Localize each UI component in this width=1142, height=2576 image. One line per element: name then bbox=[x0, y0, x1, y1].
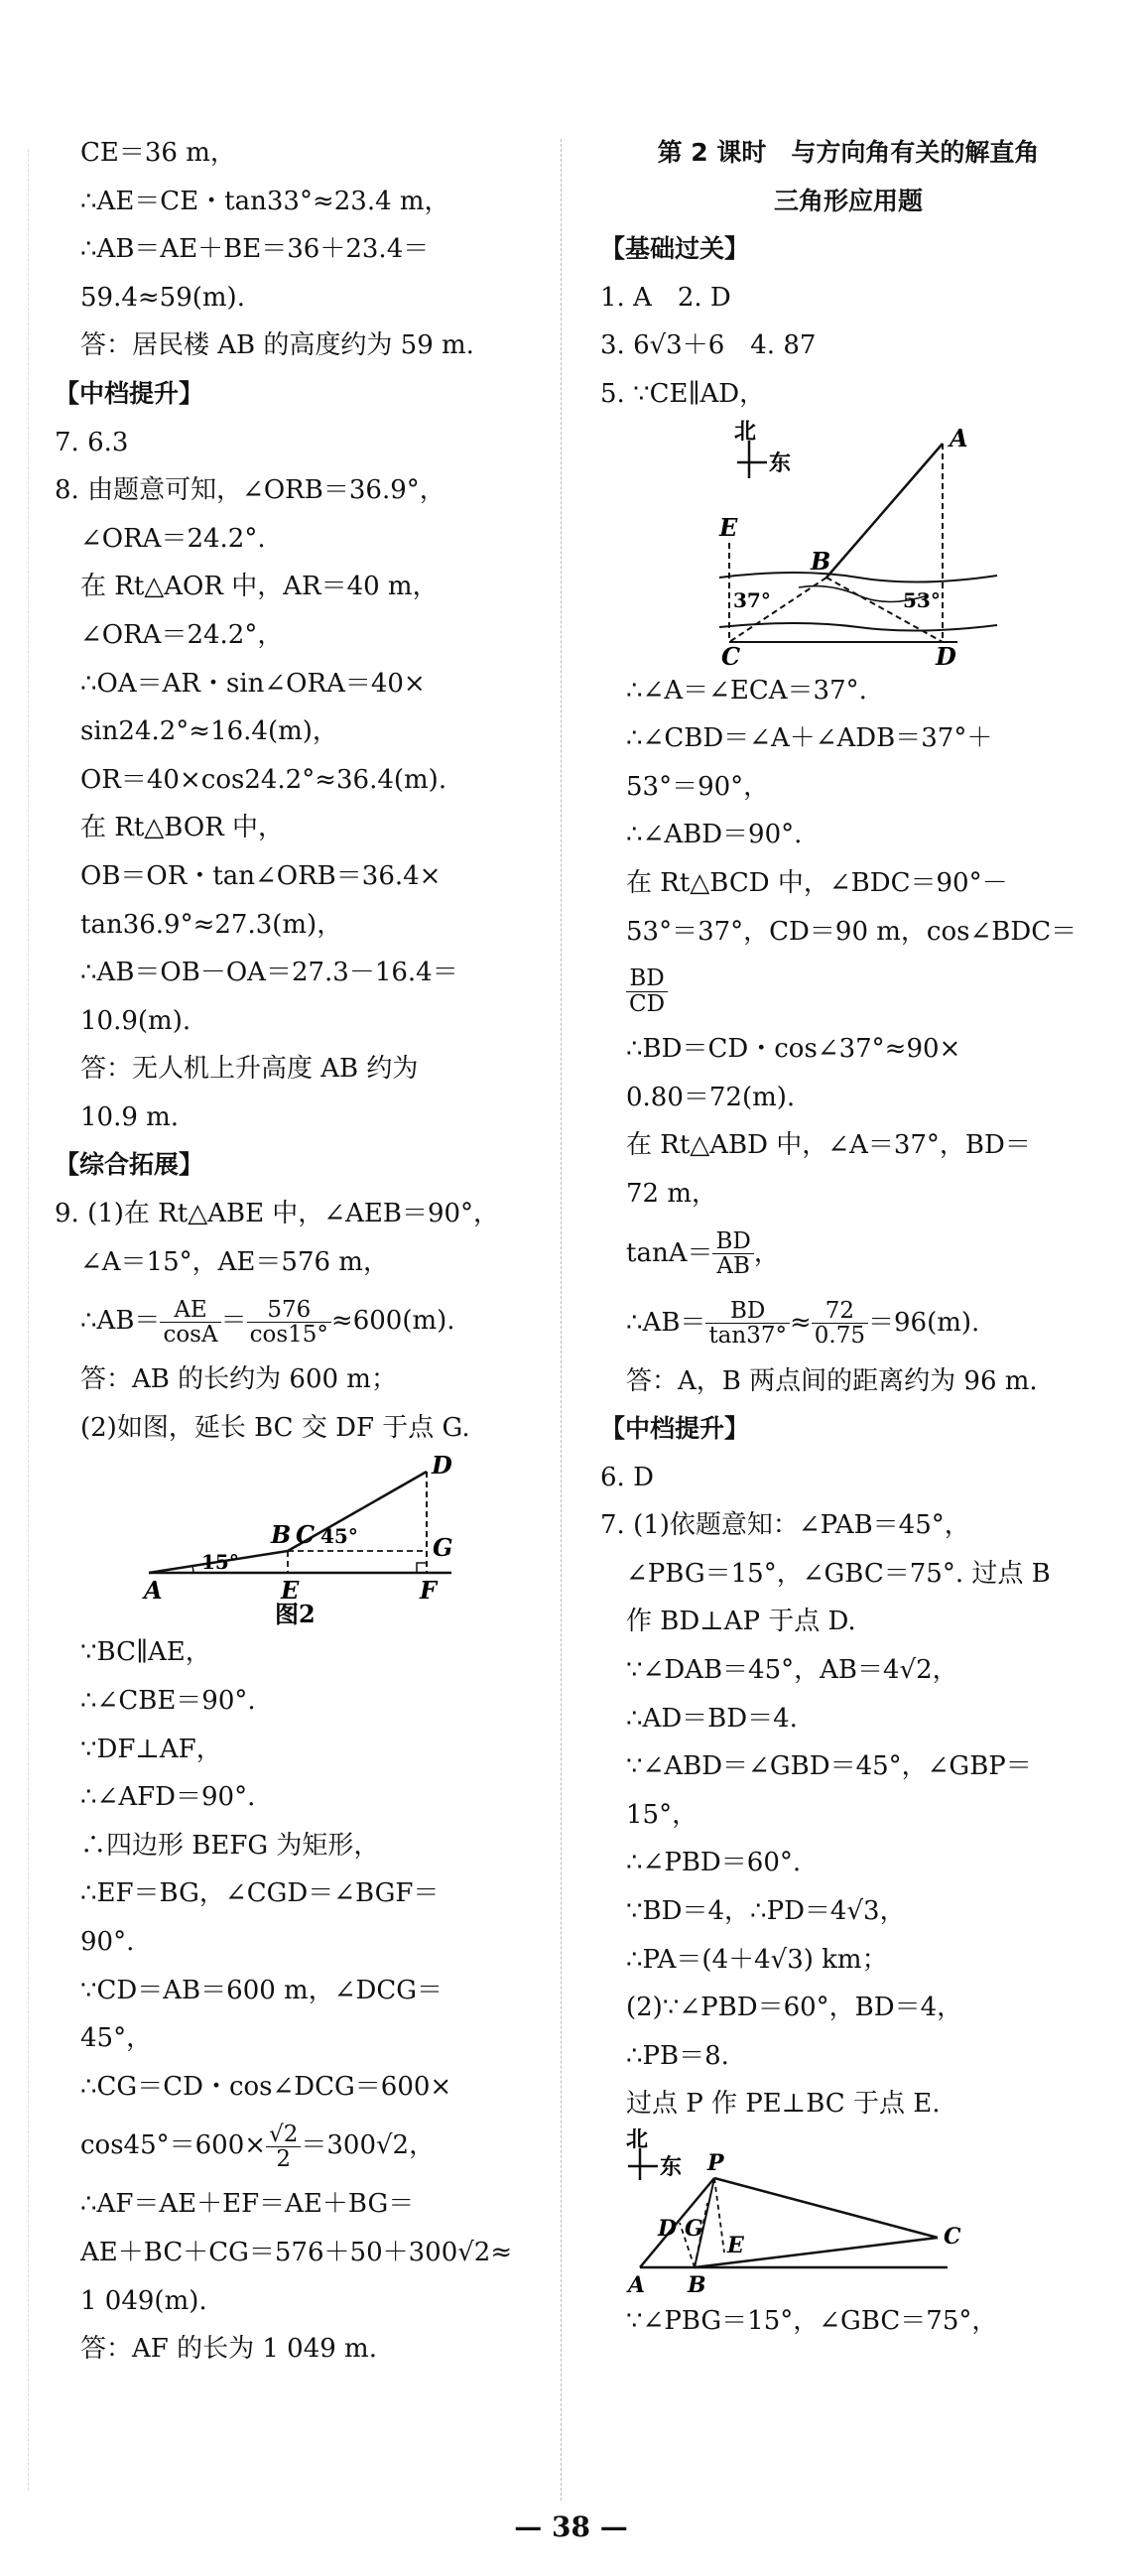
text-line: CE＝36 m， bbox=[80, 138, 236, 168]
text-line: 53°＝37°，CD＝90 m，cos∠BDC＝ bbox=[626, 916, 1078, 947]
text-line: 在 Rt△BCD 中，∠BDC＝90°－ bbox=[626, 867, 1008, 898]
right-lines-2 bbox=[600, 667, 1096, 957]
section-title-1: 第 2 课时 与方向角有关的解直角 bbox=[657, 138, 1040, 167]
left-lines-1 bbox=[55, 129, 541, 1286]
equation-ab-tan bbox=[600, 1288, 1096, 1357]
fraction: $\frac{72}{0.75}$ bbox=[812, 1299, 868, 1348]
label-A: A bbox=[144, 1576, 163, 1606]
section-heading: 【基础过关】 bbox=[600, 234, 750, 264]
text-line: ∴AD＝BD＝4. bbox=[626, 1703, 798, 1734]
text-line: 10.9(m). bbox=[80, 1005, 191, 1036]
text-line: 过点 P 作 PE⊥BC 于点 E. bbox=[626, 2089, 941, 2120]
label-F: F bbox=[420, 1576, 438, 1606]
text-line: 5. ∵CE∥AD， bbox=[600, 378, 766, 409]
section-heading: 【综合拓展】 bbox=[55, 1150, 204, 1180]
east-label: 东 bbox=[660, 2154, 683, 2180]
text-line: ∵∠ABD＝∠GBD＝45°，∠GBP＝ bbox=[626, 1751, 1032, 1782]
equation-cos45 bbox=[55, 2111, 541, 2180]
text-line: 45°， bbox=[80, 2023, 153, 2054]
label-D: D bbox=[432, 1452, 452, 1481]
text-line: ∴BD＝CD・cos∠37°≈90× bbox=[626, 1034, 961, 1065]
eq-post: ≈600(m). bbox=[330, 1306, 455, 1337]
text-line: 15°， bbox=[626, 1799, 698, 1830]
fraction: $\frac{576}{\cos 15^\circ}$ bbox=[247, 1298, 331, 1347]
text-line: ∴∠AFD＝90°. bbox=[80, 1782, 256, 1813]
eq-post: ， bbox=[753, 1237, 780, 1268]
figure-5 bbox=[600, 419, 1096, 667]
text-line: 在 Rt△BOR 中， bbox=[80, 813, 285, 843]
text-line: ∴AB＝AE＋BE＝36＋23.4＝ bbox=[80, 234, 430, 265]
text-line: ∵∠PBG＝15°，∠GBC＝75°， bbox=[626, 2306, 998, 2336]
eq-post: ＝96(m). bbox=[868, 1307, 980, 1338]
text-line: AE＋BC＋CG＝576＋50＋300√2≈ bbox=[80, 2237, 513, 2267]
text-line: ∴∠CBD＝∠A＋∠ADB＝37°＋ bbox=[626, 723, 993, 754]
label-G: G bbox=[685, 2216, 703, 2242]
text-line: 答：A，B 两点间的距离约为 96 m. bbox=[626, 1365, 1038, 1396]
text-line: 8. 由题意可知，∠ORB＝36.9°， bbox=[55, 475, 445, 506]
column-divider bbox=[561, 139, 562, 2501]
text-line: ∴AE＝CE・tan33°≈23.4 m， bbox=[80, 186, 450, 216]
text-line: 72 m， bbox=[626, 1178, 718, 1209]
figure-5-diagram bbox=[600, 419, 1096, 667]
label-C: C bbox=[296, 1520, 316, 1550]
eq-pre: tanA＝ bbox=[626, 1237, 713, 1268]
text-line: 3. 6√3＋6 4. 87 bbox=[600, 330, 817, 361]
figure-7 bbox=[600, 2128, 1096, 2297]
label-E: E bbox=[719, 512, 738, 542]
fraction: $\frac{BD}{CD}$ bbox=[626, 966, 668, 1015]
text-line: (2)∵∠PBD＝60°，BD＝4， bbox=[626, 1993, 963, 2023]
label-B: B bbox=[688, 2272, 706, 2297]
text-line: tan36.9°≈27.3(m)， bbox=[80, 909, 343, 940]
label-E: E bbox=[727, 2233, 744, 2258]
label-C: C bbox=[721, 641, 741, 667]
label-B: B bbox=[811, 546, 831, 576]
text-line: OR＝40×cos24.2°≈36.4(m). bbox=[80, 764, 447, 795]
text-line: 答：居民楼 AB 的高度约为 59 m. bbox=[80, 330, 474, 361]
left-lines-4 bbox=[55, 2180, 541, 2373]
angle-15: 15° bbox=[201, 1550, 239, 1575]
label-G: G bbox=[433, 1533, 453, 1563]
label-C: C bbox=[944, 2224, 961, 2250]
figure-7-diagram bbox=[600, 2128, 1096, 2297]
text-line: ∴PA＝(4＋4√3) km； bbox=[626, 1944, 888, 1975]
label-A: A bbox=[628, 2272, 646, 2297]
text-line: ∴∠ABD＝90°. bbox=[626, 820, 803, 850]
angle-53: 53° bbox=[903, 587, 941, 612]
fraction: $\frac{AE}{\cos A}$ bbox=[160, 1298, 220, 1347]
eq-mid: ＝ bbox=[220, 1306, 247, 1337]
right-column bbox=[600, 129, 1096, 2346]
right-lines-4 bbox=[600, 1357, 1096, 2129]
left-lines-2 bbox=[55, 1355, 541, 1452]
eq-post: ＝300√2， bbox=[301, 2130, 436, 2161]
figure-2 bbox=[55, 1452, 541, 1628]
text-line: 答：AB 的长约为 600 m； bbox=[80, 1364, 397, 1395]
text-line: 9. (1)在 Rt△ABE 中，∠AEB＝90°， bbox=[55, 1199, 500, 1229]
right-lines-5 bbox=[600, 2297, 1096, 2346]
text-line: ∵CD＝AB＝600 m，∠DCG＝ bbox=[80, 1975, 444, 2005]
label-B: B bbox=[271, 1520, 292, 1550]
text-line: 答：无人机上升高度 AB 约为 bbox=[80, 1054, 419, 1085]
left-column bbox=[55, 129, 541, 2374]
north-label: 北 bbox=[734, 418, 757, 445]
eq-mid: ≈ bbox=[789, 1307, 812, 1338]
text-line: (2)如图，延长 BC 交 DF 于点 G. bbox=[80, 1412, 470, 1443]
text-line: 10.9 m. bbox=[80, 1101, 180, 1132]
section-heading: 【中档提升】 bbox=[600, 1414, 750, 1444]
text-line: ∠ORA＝24.2°， bbox=[80, 619, 284, 650]
page-number: — 38 — bbox=[514, 2511, 628, 2543]
text-line: ∴PB＝8. bbox=[626, 2040, 729, 2071]
figure-2-diagram bbox=[55, 1452, 541, 1628]
eq-pre: ∴AB＝ bbox=[626, 1307, 706, 1338]
north-label: 北 bbox=[626, 2128, 649, 2152]
text-line: 6. D bbox=[600, 1462, 654, 1492]
text-line: ∴AF＝AE＋EF＝AE＋BG＝ bbox=[80, 2189, 415, 2220]
figure-caption: 图2 bbox=[275, 1600, 316, 1629]
section-title-2: 三角形应用题 bbox=[773, 186, 923, 215]
label-P: P bbox=[707, 2150, 724, 2176]
label-D: D bbox=[658, 2216, 678, 2242]
label-A: A bbox=[950, 423, 968, 452]
text-line: sin24.2°≈16.4(m)， bbox=[80, 716, 338, 747]
text-line: ∵BC∥AE， bbox=[80, 1637, 211, 1668]
text-line: OB＝OR・tan∠ORB＝36.4× bbox=[80, 860, 442, 891]
text-line: 1. A 2. D bbox=[600, 282, 731, 313]
text-line: 7. (1)依题意知：∠PAB＝45°， bbox=[600, 1510, 970, 1541]
section-heading: 【中档提升】 bbox=[55, 378, 204, 408]
east-label: 东 bbox=[769, 450, 792, 476]
text-line: 作 BD⊥AP 于点 D. bbox=[626, 1607, 856, 1637]
eq-pre: cos45°＝600× bbox=[80, 2130, 267, 2161]
fraction-bd-cd bbox=[600, 956, 1096, 1025]
text-line: ∴四边形 BEFG 为矩形， bbox=[80, 1830, 380, 1861]
text-line: 1 049(m). bbox=[80, 2285, 207, 2316]
equation-ab-cos bbox=[55, 1286, 541, 1355]
text-line: ∵∠DAB＝45°，AB＝4√2， bbox=[626, 1655, 958, 1686]
text-line: ∴∠A＝∠ECA＝37°. bbox=[626, 675, 867, 706]
text-line: ∴CG＝CD・cos∠DCG＝600× bbox=[80, 2071, 452, 2102]
text-line: ∠ORA＝24.2°. bbox=[80, 523, 266, 554]
right-lines-1 bbox=[600, 225, 1096, 418]
text-line: ∴∠CBE＝90°. bbox=[80, 1686, 256, 1717]
fraction: $\frac{√2}{2}$ bbox=[266, 2123, 301, 2171]
text-line: 90°. bbox=[80, 1927, 135, 1957]
left-lines-3 bbox=[55, 1628, 541, 2111]
equation-tanA bbox=[600, 1219, 1096, 1288]
text-line: ∠PBG＝15°，∠GBC＝75°. 过点 B bbox=[626, 1558, 1051, 1589]
eq-pre: ∴AB＝ bbox=[80, 1306, 161, 1337]
text-line: ∴EF＝BG，∠CGD＝∠BGF＝ bbox=[80, 1878, 440, 1909]
left-margin-mark bbox=[28, 149, 29, 2491]
right-lines-3 bbox=[600, 1025, 1096, 1218]
text-line: 53°＝90°， bbox=[626, 771, 770, 802]
text-line: 0.80＝72(m). bbox=[626, 1082, 796, 1112]
text-line: 59.4≈59(m). bbox=[80, 282, 245, 313]
text-line: 在 Rt△AOR 中，AR＝40 m， bbox=[80, 572, 439, 602]
text-line: ∵BD＝4，∴PD＝4√3， bbox=[626, 1896, 906, 1927]
angle-45: 45° bbox=[320, 1524, 358, 1549]
label-E: E bbox=[281, 1576, 300, 1606]
label-D: D bbox=[936, 641, 956, 667]
text-line: ∴OA＝AR・sin∠ORA＝40× bbox=[80, 668, 426, 699]
fraction: $\frac{BD}{AB}$ bbox=[712, 1229, 753, 1278]
text-line: ∵DF⊥AF， bbox=[80, 1734, 222, 1764]
text-line: ∴∠PBD＝60°. bbox=[626, 1848, 802, 1878]
angle-37: 37° bbox=[733, 587, 771, 612]
text-line: 7. 6.3 bbox=[55, 427, 129, 457]
text-line: ∴AB＝OB－OA＝27.3－16.4＝ bbox=[80, 958, 458, 988]
text-line: 在 Rt△ABD 中，∠A＝37°，BD＝ bbox=[626, 1130, 1031, 1161]
text-line: ∠A＝15°，AE＝576 m， bbox=[80, 1246, 389, 1277]
fraction: $\frac{BD}{\tan 37^\circ}$ bbox=[705, 1299, 790, 1348]
text-line: 答：AF 的长为 1 049 m. bbox=[80, 2334, 377, 2365]
